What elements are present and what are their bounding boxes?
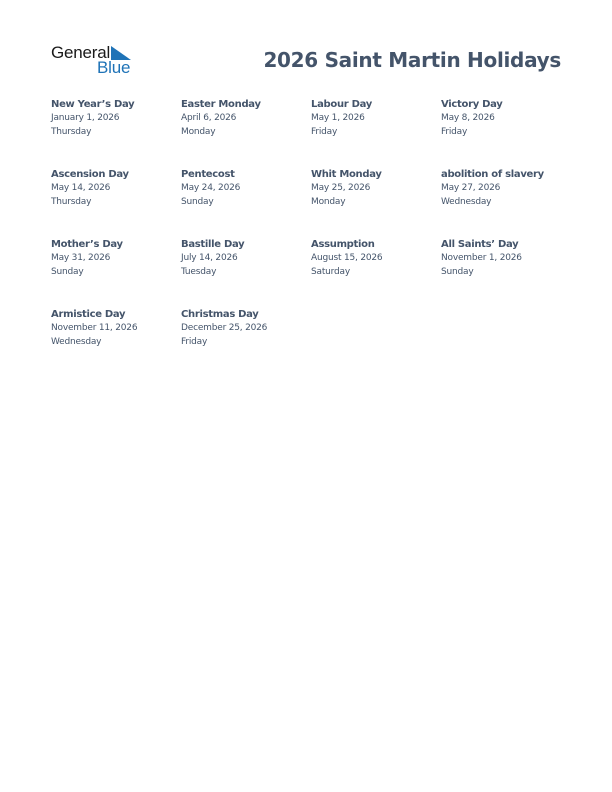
holiday-weekday: Sunday: [51, 266, 84, 277]
holiday-date: November 1, 2026: [441, 253, 522, 263]
holiday-name: Pentecost: [181, 169, 235, 180]
holiday-name: Christmas Day: [181, 309, 259, 320]
holiday-name: Bastille Day: [181, 239, 245, 250]
holiday-date: May 14, 2026: [51, 183, 111, 193]
holiday-date: August 15, 2026: [311, 253, 383, 263]
holiday-date: January 1, 2026: [51, 113, 120, 123]
holiday-weekday: Tuesday: [181, 266, 217, 277]
holiday-date: May 24, 2026: [181, 183, 241, 193]
holiday-weekday: Friday: [311, 126, 338, 137]
holiday-date: May 1, 2026: [311, 113, 365, 123]
holiday-weekday: Saturday: [311, 266, 350, 277]
holiday-name: Armistice Day: [51, 309, 126, 320]
generalblue-logo: [51, 44, 135, 78]
holiday-date: December 25, 2026: [181, 323, 268, 333]
holiday-name: Mother’s Day: [51, 239, 123, 250]
holiday-name: Ascension Day: [51, 169, 129, 180]
holiday-item: [311, 98, 441, 168]
holiday-date: May 25, 2026: [311, 183, 371, 193]
holiday-date: May 31, 2026: [51, 253, 111, 263]
holiday-date: April 6, 2026: [181, 113, 237, 123]
holiday-item: [181, 238, 311, 308]
holiday-weekday: Monday: [181, 126, 216, 137]
holiday-weekday: Sunday: [181, 196, 214, 207]
holiday-weekday: Friday: [181, 336, 208, 347]
holiday-date: May 8, 2026: [441, 113, 495, 123]
holiday-name: Whit Monday: [311, 169, 382, 180]
holiday-weekday: Wednesday: [441, 196, 492, 207]
holiday-item: [51, 98, 181, 168]
logo-word-blue: Blue: [97, 58, 131, 77]
holiday-date: November 11, 2026: [51, 323, 138, 333]
holiday-weekday: Thursday: [51, 126, 92, 137]
holiday-name: New Year’s Day: [51, 99, 135, 110]
holiday-item: [311, 238, 441, 308]
holiday-name: abolition of slavery: [441, 169, 544, 180]
holiday-name: Victory Day: [441, 99, 503, 110]
holiday-date: July 14, 2026: [181, 253, 238, 263]
holiday-name: Labour Day: [311, 99, 372, 110]
holiday-weekday: Friday: [441, 126, 468, 137]
page-title: 2026 Saint Martin Holidays: [263, 48, 561, 72]
holiday-name: All Saints’ Day: [441, 239, 519, 250]
holiday-weekday: Thursday: [51, 196, 92, 207]
holiday-item: [181, 98, 311, 168]
holiday-item: [51, 168, 181, 238]
holiday-name: Assumption: [311, 239, 375, 250]
holiday-item: [311, 168, 441, 238]
holiday-date: May 27, 2026: [441, 183, 501, 193]
holiday-item: [51, 238, 181, 308]
holiday-item: [51, 308, 181, 378]
holiday-name: Easter Monday: [181, 99, 261, 110]
holiday-item: [441, 168, 571, 238]
holiday-weekday: Sunday: [441, 266, 474, 277]
holiday-item: [441, 238, 571, 308]
logo-word-general: General: [51, 43, 111, 62]
holiday-grid: [51, 98, 571, 378]
holiday-item: [181, 308, 311, 378]
holiday-item: [181, 168, 311, 238]
holiday-weekday: Wednesday: [51, 336, 102, 347]
holiday-weekday: Monday: [311, 196, 346, 207]
holiday-item: [441, 98, 571, 168]
